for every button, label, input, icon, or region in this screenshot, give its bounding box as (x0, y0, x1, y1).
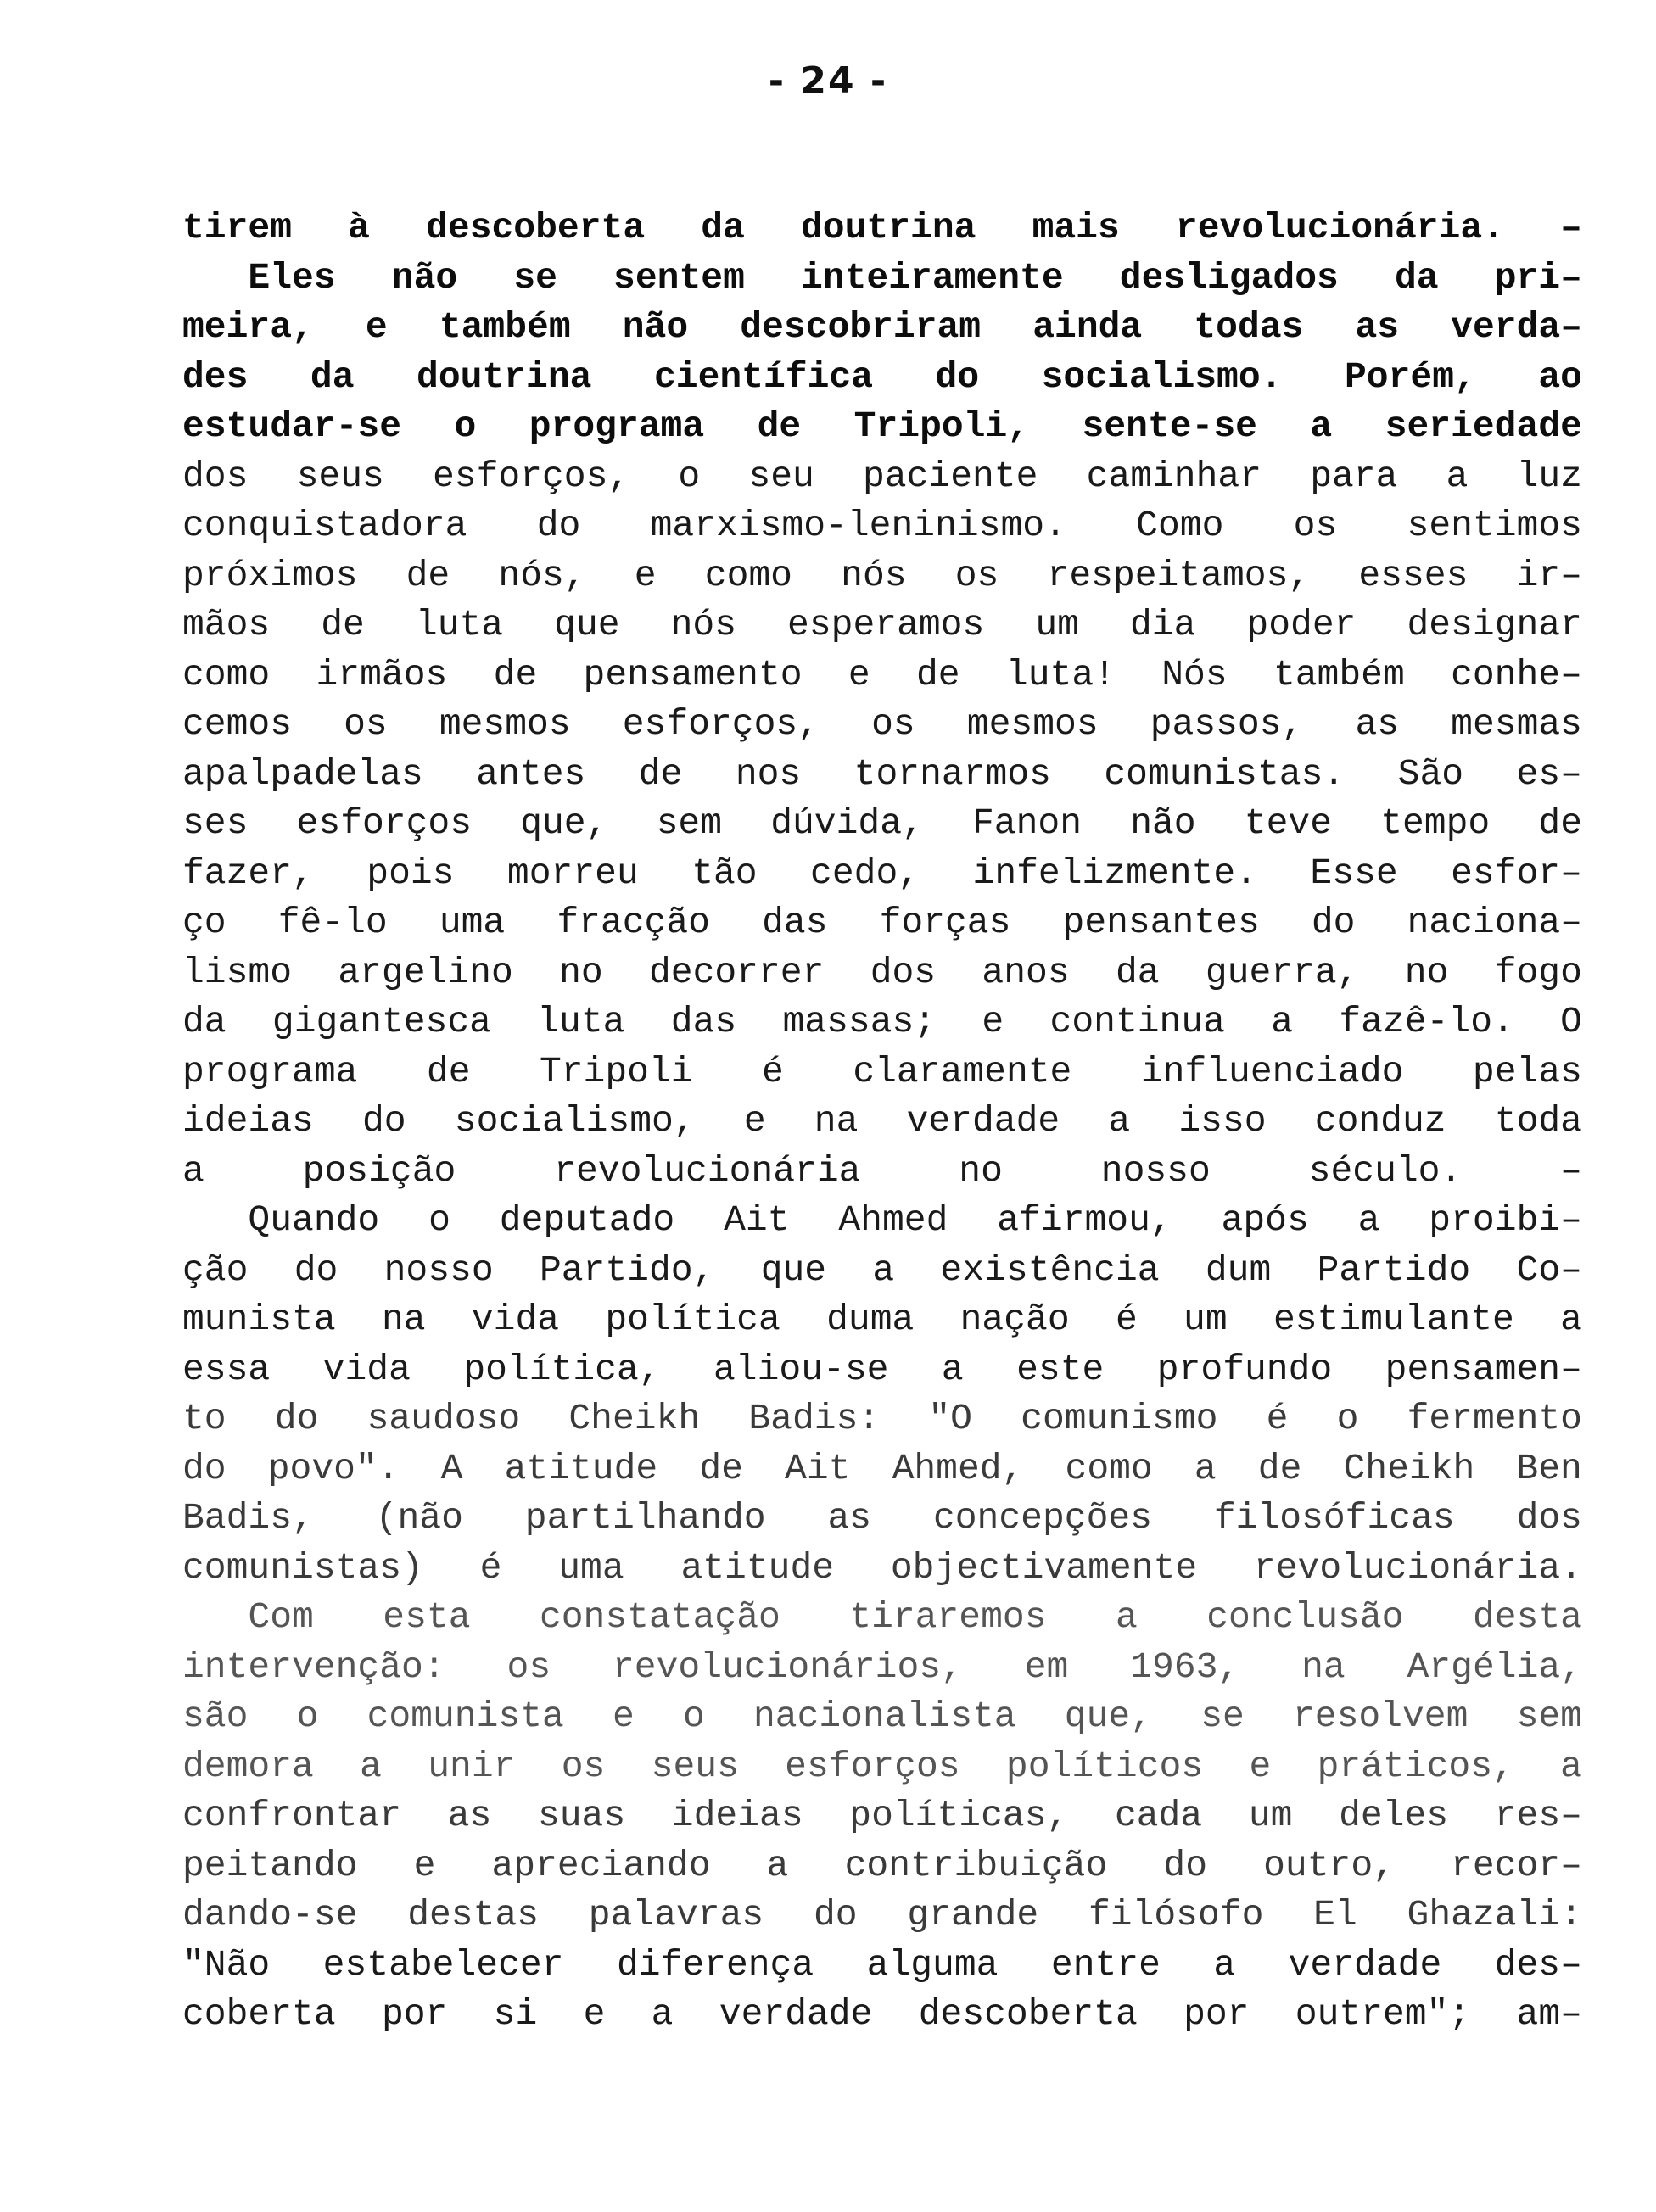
text-line: comunistas) é uma atitude objectivamente revolucionária. (182, 1546, 1582, 1589)
text-line: "Não estabelecer diferença alguma entre a verdade des– (182, 1943, 1582, 1986)
text-line: lismo argelino no decorrer dos anos da guerra, no fogo (182, 951, 1582, 993)
text-line: programa de Tripoli é claramente influenciado pelas (182, 1050, 1582, 1092)
page-number: - 24 - (768, 59, 888, 103)
text-line: Eles não se sentem inteiramente desligados da pri– (182, 256, 1582, 299)
text-line: próximos de nós, e como nós os respeitamos, esses ir– (182, 554, 1582, 596)
text-line: ço fê-lo uma fracção das forças pensantes do naciona– (182, 902, 1582, 943)
text-line: ção do nosso Partido, que a existência dum Partido Co– (182, 1248, 1582, 1291)
text-line: peitando e apreciando a contribuição do outro, recor– (182, 1844, 1582, 1886)
text-line: confrontar as suas ideias políticas, cada um deles res– (182, 1795, 1582, 1836)
text-line: dos seus esforços, o seu paciente caminhar para a luz (182, 455, 1582, 497)
text-line: a posição revolucionária no nosso século. – (182, 1149, 1582, 1192)
text-line: do povo". A atitude de Ait Ahmed, como a de Cheikh Ben (182, 1447, 1582, 1489)
text-line: dando-se destas palavras do grande filósofo El Ghazali: (182, 1894, 1582, 1936)
text-line: como irmãos de pensamento e de luta! Nós também conhe– (182, 653, 1582, 695)
text-line: Badis, (não partilhando as concepções filosóficas dos (182, 1497, 1582, 1539)
text-line: ses esforços que, sem dúvida, Fanon não teve tempo de (182, 802, 1582, 844)
body-text (182, 204, 1582, 2040)
text-line: mãos de luta que nós esperamos um dia poder designar (182, 604, 1582, 645)
text-line: munista na vida política duma nação é um estimulante a (182, 1299, 1582, 1340)
text-line: são o comunista e o nacionalista que, se resolvem sem (182, 1695, 1582, 1737)
text-line: Com esta constatação tiraremos a conclusão desta (182, 1596, 1582, 1638)
text-line: tirem à descoberta da doutrina mais revolucionária. – (182, 207, 1582, 249)
text-line: da gigantesca luta das massas; e continua a fazê-lo. O (182, 1001, 1582, 1042)
text-line: essa vida política, aliou-se a este profundo pensamen– (182, 1348, 1582, 1390)
text-line: cemos os mesmos esforços, os mesmos passos, as mesmas (182, 703, 1582, 745)
text-line: meira, e também não descobriram ainda todas as verda– (182, 306, 1582, 348)
text-line: intervenção: os revolucionários, em 1963, na Argélia, (182, 1645, 1582, 1688)
text-line: apalpadelas antes de nos tornarmos comunistas. São es– (182, 752, 1582, 795)
text-line: fazer, pois morreu tão cedo, infelizmente. Esse esfor– (182, 852, 1582, 894)
text-line: ideias do socialismo, e na verdade a isso conduz toda (182, 1100, 1582, 1142)
text-line: coberta por si e a verdade descoberta por outrem"; am– (182, 1993, 1582, 2035)
text-line: Quando o deputado Ait Ahmed afirmou, após a proibi– (182, 1199, 1582, 1241)
text-line: estudar-se o programa de Tripoli, sente-se a seriedade (182, 405, 1582, 447)
text-line: des da doutrina científica do socialismo. Porém, ao (182, 355, 1582, 398)
text-line: to do saudoso Cheikh Badis: "O comunismo é o fermento (182, 1398, 1582, 1439)
text-line: conquistadora do marxismo-leninismo. Como os sentimos (182, 505, 1582, 546)
text-line: demora a unir os seus esforços políticos e práticos, a (182, 1745, 1582, 1787)
